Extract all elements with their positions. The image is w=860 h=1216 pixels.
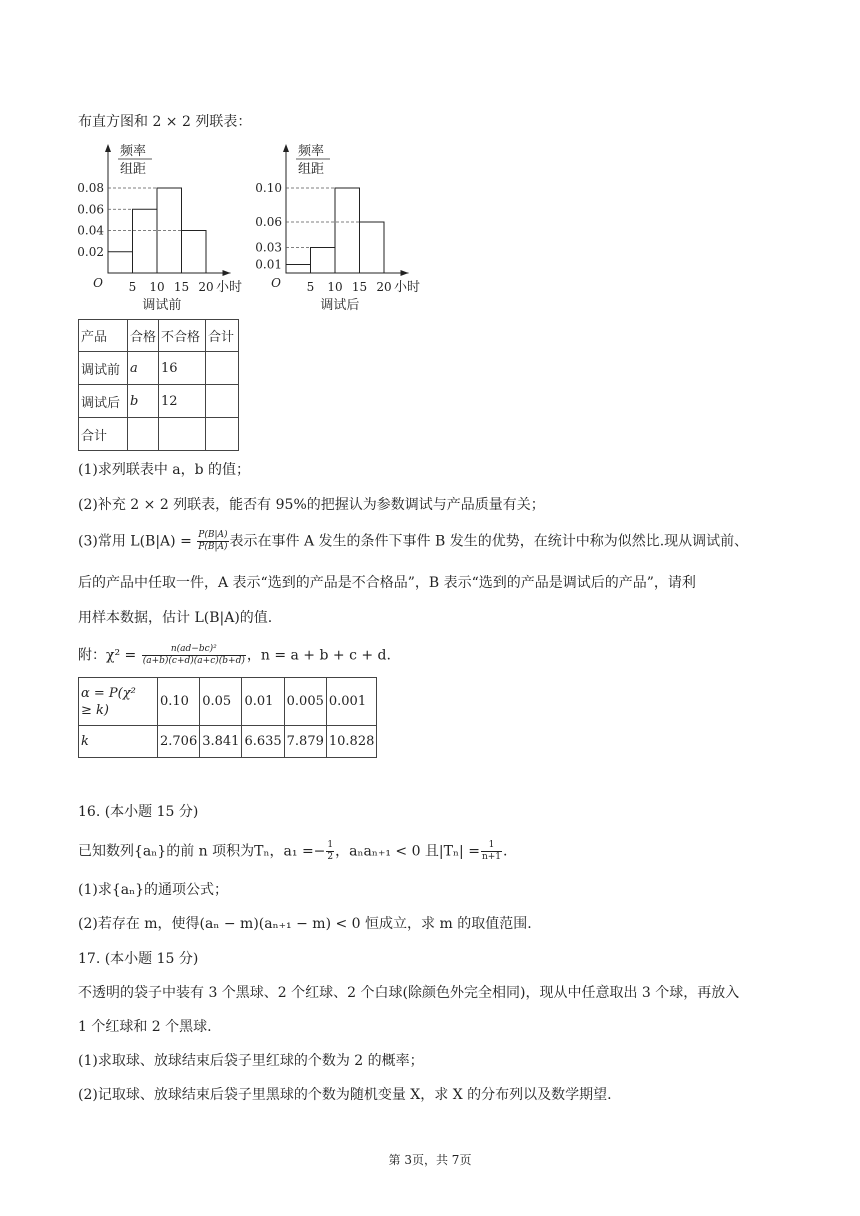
table-cell [159, 418, 206, 451]
histogram-bar [182, 231, 207, 274]
x-axis-arrow [223, 270, 231, 276]
likelihood-fraction: $\frac{P(B|A)}{P(B|A)}$ [198, 530, 228, 552]
q3-suffix: 表示在事件 A 发生的条件下事件 B 发生的优势，在统计中称为似然比.现从调试前、 [229, 533, 749, 550]
question-2: (2)补充 2 × 2 列联表，能否有 95%的把握认为参数调试与产品质量有关； [78, 497, 545, 513]
histogram-before [70, 138, 260, 318]
problem-17-stem-1: 不透明的袋子中装有 3 个黑球、2 个红球、2 个白球(除颜色外完全相同)，现从中任意取出 3 个球，再放入 [78, 985, 740, 1001]
problem-17-q2: (2)记取球、放球结束后袋子里黑球的个数为随机变量 X，求 X 的分布列以及数学期望. [78, 1087, 612, 1103]
critical-value-table [78, 677, 377, 758]
y-axis-arrow [105, 144, 111, 152]
y-label-top: 频率 [298, 144, 325, 159]
y-tick-label: 0.08 [77, 181, 104, 195]
problem-16-q1: (1)求{aₙ}的通项公式； [78, 882, 229, 898]
y-tick-label: 0.04 [77, 223, 104, 238]
question-3-line-1 [78, 530, 748, 553]
question-3-line-3: 用样本数据，估计 L(B|A)的值. [78, 610, 273, 626]
x-tick-label: 5 [306, 280, 315, 294]
x-tick-label: 20 [376, 280, 392, 294]
table-cell: b [128, 385, 159, 418]
problem-16-stem: 已知数列{aₙ}的前 n 项积为Tₙ，a₁ =− $\frac{1}{2}$ ，aₙaₙ₊₁ < 0 且|Tₙ| = $\frac{1}{n+1}$ . [78, 840, 508, 862]
histogram-bar [286, 265, 311, 274]
problem-17-q1: (1)求取球、放球结束后袋子里红球的个数为 2 的概率； [78, 1053, 424, 1069]
y-label-top: 频率 [120, 144, 147, 159]
k-cell: 3.841 [200, 726, 242, 758]
problem-17-title: 17. (本小题 15 分) [78, 951, 199, 967]
alpha-cell: 0.05 [200, 678, 242, 726]
table-cell [206, 418, 239, 451]
x-tick-label: 10 [149, 280, 165, 294]
y-tick-label: 0.10 [255, 181, 282, 195]
table-cell: 调试前 [79, 352, 128, 385]
question-3-line-2: 后的产品中任取一件，A 表示“选到的产品是不合格品”，B 表示“选到的产品是调试后的产品”，请利 [78, 575, 696, 591]
header-cell: 不合格 [159, 320, 206, 352]
alpha-cell: 0.001 [326, 678, 377, 726]
header-cell: 合格 [128, 320, 159, 352]
alpha-cell: 0.005 [284, 678, 326, 726]
x-tick-label: 20 [198, 280, 214, 294]
table-cell [206, 385, 239, 418]
histogram-bar [311, 248, 336, 274]
problem-16-title: 16. (本小题 15 分) [78, 804, 199, 820]
table-cell: 合计 [79, 418, 128, 451]
chi-square-formula: 附：χ² = $\frac{\text{n(ad−bc)²}}{(a+b)(c+d)(a+c)(b+d)}$ ，n = a + b + c + d. [78, 644, 391, 666]
y-tick-label: 0.02 [77, 244, 104, 259]
chart-caption: 调试前 [142, 298, 182, 313]
x-tick-label: 15 [173, 280, 190, 294]
histogram-after [248, 138, 438, 318]
x-axis-arrow [401, 270, 409, 276]
header-cell: 合计 [206, 320, 239, 352]
q3-prefix: (3)常用 L(B|A) = [78, 533, 192, 550]
problem-17-stem-2: 1 个红球和 2 个黑球. [78, 1019, 212, 1035]
x-unit-label: 小时 [216, 280, 243, 295]
histogram-bar [133, 209, 158, 273]
x-tick-label: 15 [351, 280, 368, 294]
contingency-table [78, 319, 239, 451]
origin-label: O [93, 276, 103, 290]
question-1: (1)求列联表中 a，b 的值； [78, 462, 251, 478]
intro-text: 布直方图和 2 × 2 列联表： [78, 114, 252, 130]
header-cell: 产品 [79, 320, 128, 352]
alpha-header: α = P(χ² ≥ k) [79, 678, 158, 726]
k-header: k [79, 726, 158, 758]
table-cell: 12 [159, 385, 206, 418]
y-tick-label: 0.01 [255, 257, 282, 272]
table-cell [206, 352, 239, 385]
histogram-bar [108, 252, 133, 273]
x-unit-label: 小时 [394, 280, 421, 295]
x-tick-label: 5 [128, 280, 137, 294]
chart-caption: 调试后 [320, 298, 360, 313]
table-cell [128, 418, 159, 451]
alpha-cell: 0.01 [242, 678, 284, 726]
y-label-bottom: 组距 [298, 162, 325, 177]
page-footer: 第 3页，共 7页 [388, 1153, 472, 1167]
table-cell: a [128, 352, 159, 385]
k-cell: 6.635 [242, 726, 284, 758]
histogram-bar [360, 222, 385, 273]
x-tick-label: 10 [327, 280, 343, 294]
y-tick-label: 0.06 [77, 202, 104, 217]
k-cell: 10.828 [326, 726, 377, 758]
y-axis-arrow [283, 144, 289, 152]
y-label-bottom: 组距 [120, 162, 147, 177]
problem-16-q2: (2)若存在 m，使得(aₙ − m)(aₙ₊₁ − m) < 0 恒成立，求 m 的取值范围. [78, 916, 532, 932]
origin-label: O [271, 276, 281, 290]
y-tick-label: 0.06 [255, 215, 282, 229]
k-cell: 2.706 [158, 726, 200, 758]
k-cell: 7.879 [284, 726, 326, 758]
table-cell: 16 [159, 352, 206, 385]
alpha-cell: 0.10 [158, 678, 200, 726]
y-tick-label: 0.03 [255, 240, 282, 255]
histogram-bar [335, 188, 360, 273]
table-cell: 调试后 [79, 385, 128, 418]
